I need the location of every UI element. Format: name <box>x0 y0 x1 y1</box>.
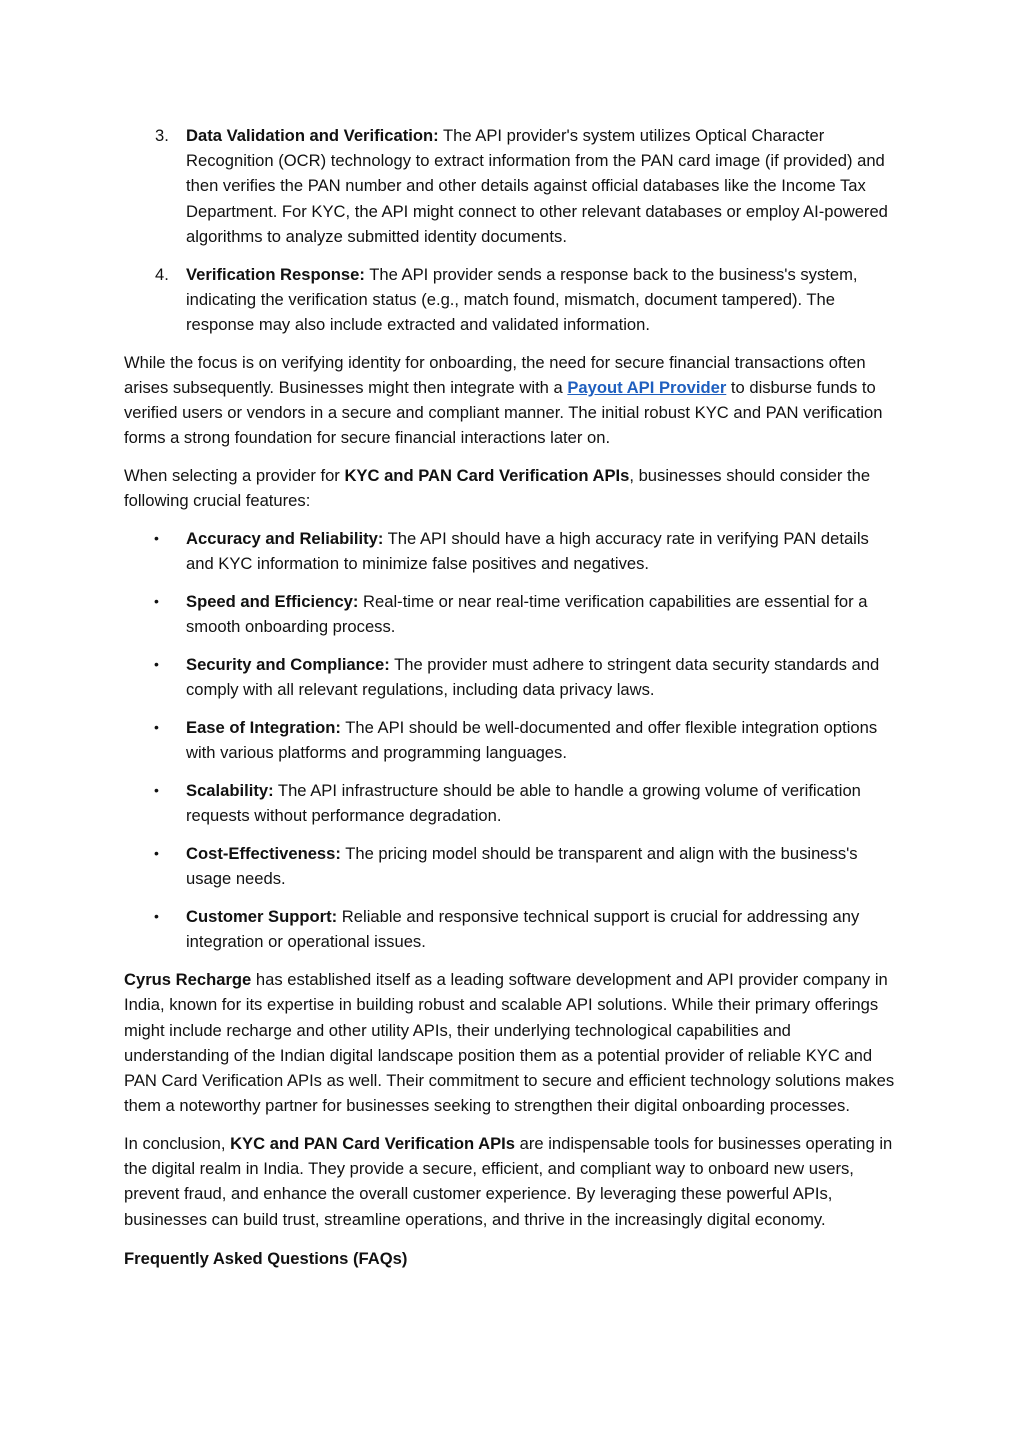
list-number: 4. <box>155 264 169 284</box>
item-text: The API provider's system utilizes Optical Character Recognition (OCR) technology to extract information from the PAN card image (if provided) and then verifies the PAN number and other details against official databases like the Income Tax Department. For KYC, the API might connect to other relevant databases or employ AI-powered algorithms to analyze submitted identity documents. <box>186 126 888 246</box>
bullet-icon: • <box>154 719 159 736</box>
list-item <box>124 715 900 765</box>
paragraph-text: In conclusion, <box>124 1134 231 1154</box>
item-text: The API should be well-documented and offer flexible integration options with various platforms and programming languages. <box>186 718 878 763</box>
paragraph-cyrus-recharge <box>124 967 900 1118</box>
item-term: Scalability: <box>186 781 274 801</box>
item-term: Customer Support: <box>186 907 338 927</box>
bullet-icon: • <box>154 782 159 799</box>
item-text: The API infrastructure should be able to handle a growing volume of verification requests without performance degradation. <box>186 781 861 826</box>
item-term: Verification Response: <box>186 264 365 284</box>
paragraph-bold: KYC and PAN Card Verification APIs <box>230 1134 515 1154</box>
bullet-icon: • <box>154 656 159 673</box>
list-item <box>124 526 900 576</box>
bullet-icon: • <box>154 530 159 547</box>
numbered-item-data-validation <box>124 123 900 249</box>
item-term: Speed and Efficiency: <box>186 592 359 612</box>
item-term: Cost-Effectiveness: <box>186 844 341 864</box>
item-text: The API provider sends a response back to the business's system, indicating the verification status (e.g., match found, mismatch, document tampered). The response may also include extracted and validated information. <box>186 264 858 335</box>
paragraph-text: When selecting a provider for <box>124 466 345 486</box>
faq-heading: Frequently Asked Questions (FAQs) <box>124 1248 408 1268</box>
list-number: 3. <box>155 126 169 145</box>
paragraph-conclusion <box>124 1131 900 1232</box>
paragraph-text: While the focus is on verifying identity for onboarding, the need for secure financial transactions often arises subsequently. Businesses might then integrate with a <box>124 352 866 398</box>
payout-api-provider-link[interactable]: Payout API Provider <box>567 378 727 398</box>
item-text: The pricing model should be transparent and align with the business's usage needs. <box>186 844 858 889</box>
paragraph-bold: Cyrus Recharge <box>124 970 252 990</box>
item-text: Reliable and responsive technical support is crucial for addressing any integration or operational issues. <box>186 907 860 952</box>
paragraph-text: has established itself as a leading software development and API provider company in India, known for its expertise in building robust and scalable API solutions. While their primary offerings might include recharge and other utility APIs, their underlying technological capabilities and understanding of the Indian digital landscape position them as a potential provider of reliable KYC and PAN Card Verification APIs as well. Their commitment to secure and efficient technology solutions makes them a noteworthy partner for businesses seeking to strengthen their digital onboarding processes. <box>124 970 895 1116</box>
list-item <box>124 652 900 702</box>
paragraph-payout <box>124 350 900 451</box>
item-text: The API should have a high accuracy rate in verifying PAN details and KYC information to minimize false positives and negatives. <box>186 529 869 574</box>
document-page <box>124 123 900 1284</box>
item-text: The provider must adhere to stringent data security standards and comply with all relevant regulations, including data privacy laws. <box>186 655 880 700</box>
item-term: Data Validation and Verification: <box>186 126 439 145</box>
item-term: Ease of Integration: <box>186 718 341 738</box>
item-text: Real-time or near real-time verification capabilities are essential for a smooth onboarding process. <box>186 592 868 637</box>
item-term: Security and Compliance: <box>186 655 390 675</box>
paragraph-bold: KYC and PAN Card Verification APIs <box>344 466 630 486</box>
item-term: Accuracy and Reliability: <box>186 529 384 549</box>
bullet-icon: • <box>154 908 159 925</box>
paragraph-text: , businesses should consider the following crucial features: <box>124 466 871 511</box>
features-list <box>124 526 900 954</box>
paragraph-selecting-provider <box>124 463 900 513</box>
numbered-item-verification-response <box>124 262 900 338</box>
paragraph-text: are indispensable tools for businesses operating in the digital realm in India. They provide a secure, efficient, and compliant way to onboard new users, prevent fraud, and enhance the overall customer experience. By leveraging these powerful APIs, businesses can build trust, streamline operations, and thrive in the increasingly digital economy. <box>124 1134 893 1229</box>
bullet-icon: • <box>154 593 159 610</box>
list-item <box>124 904 900 954</box>
paragraph-text: to disburse funds to verified users or vendors in a secure and compliant manner. The initial robust KYC and PAN verification forms a strong foundation for secure financial interactions later on. <box>124 378 883 448</box>
list-item <box>124 841 900 891</box>
list-item <box>124 589 900 639</box>
list-item <box>124 778 900 828</box>
bullet-icon: • <box>154 845 159 862</box>
